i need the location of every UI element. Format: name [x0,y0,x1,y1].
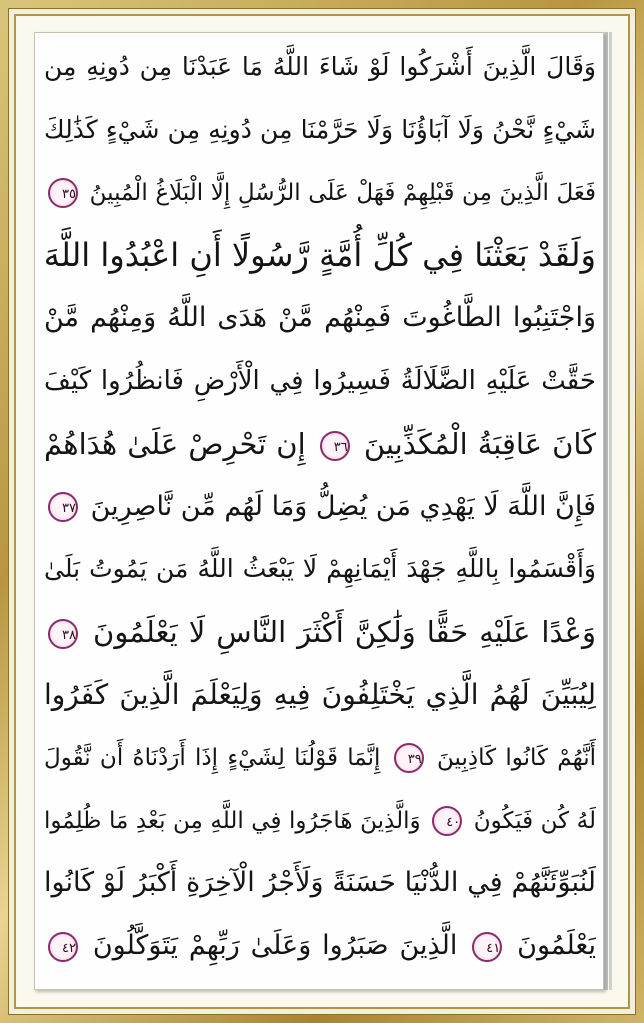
ayah-number-marker: ٤٢ [48,932,78,962]
verse-text: وَالَّذِينَ هَاجَرُوا فِي اللَّهِ مِن بَعْدِ مَا ظُلِمُوا [44,807,421,834]
ayah-number-marker: ٣٩ [394,743,424,773]
verse-text: لِيُبَيِّنَ لَهُمُ الَّذِي يَخْتَلِفُونَ فِيهِ وَلِيَعْلَمَ الَّذِينَ كَفَرُوا [44,678,596,711]
verse-text: وَعْدًا عَلَيْهِ حَقًّا وَلَٰكِنَّ أَكْثَرَ النَّاسِ لَا يَعْلَمُونَ [93,615,596,650]
verse-line [44,727,596,789]
verse-line [44,664,596,726]
verse-line [44,476,596,538]
verse-line [44,162,596,224]
verse-line [44,36,596,98]
verse-text: إِن تَحْرِصْ عَلَىٰ هُدَاهُمْ [44,426,306,461]
ayah-number-marker: ٣٦ [320,431,350,461]
verse-text: الَّذِينَ صَبَرُوا وَعَلَىٰ رَبِّهِمْ يَتَوَكَّلُونَ [92,930,458,962]
verse-text: كَانَ عَاقِبَةُ الْمُكَذِّبِينَ [363,426,596,461]
verse-lines [44,36,596,986]
verse-text: شَيْءٍ نَّحْنُ وَلَا آبَاؤُنَا وَلَا حَرَّمْنَا مِن دُونِهِ مِن شَيْءٍ كَذَٰلِكَ [44,114,596,144]
page-edge [609,32,612,990]
verse-text: إِنَّمَا قَوْلُنَا لِشَيْءٍ إِذَا أَرَدْنَاهُ أَن نَّقُولَ [44,744,381,771]
verse-text: لَهُ كُن فَيَكُونُ [473,807,596,834]
verse-line [44,538,596,600]
verse-text: وَاجْتَنِبُوا الطَّاغُوتَ فَمِنْهُم مَّنْ هَدَى اللَّهُ وَمِنْهُم مَّنْ [44,302,596,334]
verse-text: وَقَالَ الَّذِينَ أَشْرَكُوا لَوْ شَاءَ اللَّهُ مَا عَبَدْنَا مِن دُونِهِ مِن [44,52,596,81]
verse-text: أَنَّهُمْ كَانُوا كَاذِبِينَ [437,744,596,771]
page-edge [604,32,608,990]
verse-line [44,790,596,852]
ayah-number-marker: ٣٧ [48,492,78,522]
verse-line [44,601,596,663]
verse-line [44,350,596,412]
verse-line [44,224,596,286]
ayah-number-marker: ٤٠ [432,806,462,836]
ayah-number-marker: ٤١ [472,932,502,962]
verse-text: حَقَّتْ عَلَيْهِ الضَّلَالَةُ فَسِيرُوا فِي الْأَرْضِ فَانظُرُوا كَيْفَ [44,366,596,396]
verse-line [44,915,596,977]
verse-line [44,287,596,349]
verse-text: يَعْلَمُونَ [517,930,596,962]
verse-line [44,852,596,914]
verse-text: وَأَقْسَمُوا بِاللَّهِ جَهْدَ أَيْمَانِهِمْ لَا يَبْعَثُ اللَّهُ مَن يَمُوتُ بَلَىٰ [44,554,596,584]
verse-text: وَلَقَدْ بَعَثْنَا فِي كُلِّ أُمَّةٍ رَّسُولًا أَنِ اعْبُدُوا اللَّهَ [44,236,596,275]
verse-text: لَنُبَوِّئَنَّهُمْ فِي الدُّنْيَا حَسَنَةً وَلَأَجْرُ الْآخِرَةِ أَكْبَرُ لَوْ كَانُوا [44,867,596,899]
verse-text: فَإِنَّ اللَّهَ لَا يَهْدِي مَن يُضِلُّ وَمَا لَهُم مِّن نَّاصِرِينَ [90,490,596,522]
verse-line [44,413,596,475]
verse-line [44,99,596,161]
ayah-number-marker: ٣٥ [48,178,78,208]
verse-text: فَعَلَ الَّذِينَ مِن قَبْلِهِمْ فَهَلْ عَلَى الرُّسُلِ إِلَّا الْبَلَاغُ الْمُبِينُ [89,179,596,206]
ayah-number-marker: ٣٨ [48,619,78,649]
